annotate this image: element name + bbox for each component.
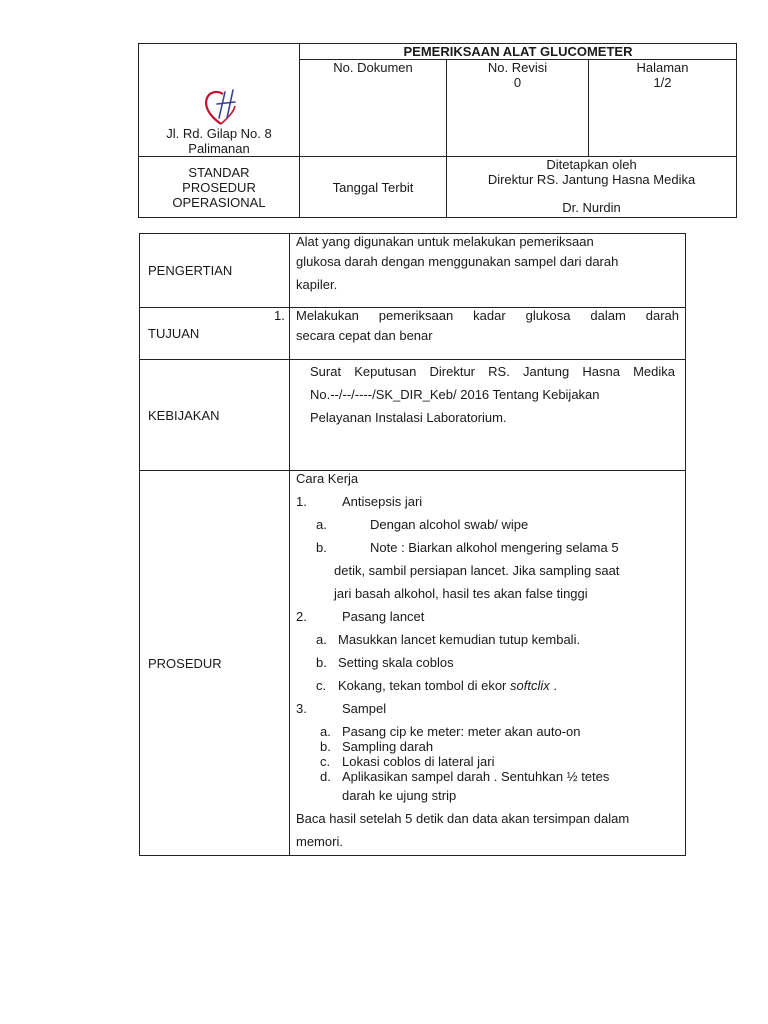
procedure-substep xyxy=(296,513,679,536)
procedure-closing: Baca hasil setelah 5 detik dan data akan tersimpan dalam xyxy=(296,811,630,826)
approval-signer: Dr. Nurdin xyxy=(562,200,621,215)
procedure-step xyxy=(296,490,679,513)
substep-letter: b. xyxy=(320,739,331,754)
substep-letter: d. xyxy=(320,769,331,784)
issue-date-cell xyxy=(300,157,447,218)
step-text: Antisepsis jari xyxy=(342,494,423,509)
document-header xyxy=(138,43,737,218)
substep-text: Setting skala coblos xyxy=(338,655,454,670)
substep-text: Aplikasikan sampel darah . Sentuhkan ½ tetes xyxy=(342,769,610,784)
substep-text: . xyxy=(549,678,557,693)
hospital-logo-icon xyxy=(201,88,241,126)
page-cell xyxy=(589,60,737,157)
sop-body-table xyxy=(139,233,686,856)
substep-text: Pasang cip ke meter: meter akan auto-on xyxy=(342,724,581,739)
procedure-substep xyxy=(296,769,679,784)
document-title: PEMERIKSAAN ALAT GLUCOMETER xyxy=(300,44,737,60)
section-label-tujuan: TUJUAN xyxy=(140,308,290,360)
section-content-prosedur xyxy=(290,471,686,856)
procedure-substep xyxy=(296,651,679,674)
procedure-heading: Cara Kerja xyxy=(296,471,359,486)
section-label-kebijakan: KEBIJAKAN xyxy=(140,360,290,471)
procedure-step xyxy=(296,605,679,628)
substep-letter: a. xyxy=(320,724,331,739)
substep-letter: b. xyxy=(316,540,327,555)
substep-letter: b. xyxy=(316,655,327,670)
sop-line: STANDAR xyxy=(188,164,250,180)
substep-continuation: darah ke ujung strip xyxy=(342,788,457,803)
step-text: Pasang lancet xyxy=(342,609,425,624)
content-line: Melakukan pemeriksaan kadar glukosa dalam darah xyxy=(296,308,679,323)
step-number: 1. xyxy=(296,494,307,509)
document-number-cell xyxy=(300,60,447,157)
document-number-label: No. Dokumen xyxy=(333,60,413,75)
procedure-substep xyxy=(296,724,679,739)
substep-text: Masukkan lancet kemudian tutup kembali. xyxy=(338,632,581,647)
procedure-step xyxy=(296,697,679,720)
address-line: Jl. Rd. Gilap No. 8 xyxy=(166,126,272,141)
content-line: Surat Keputusan Direktur RS. Jantung Hasna Medika xyxy=(310,364,675,379)
procedure-substep xyxy=(296,754,679,769)
substep-italic-term: softclix xyxy=(510,678,550,693)
tujuan-number: 1. xyxy=(274,308,285,323)
substep-group xyxy=(296,724,679,784)
substep-letter: c. xyxy=(316,678,327,693)
section-label-prosedur: PROSEDUR xyxy=(140,471,290,856)
procedure-substep xyxy=(296,536,679,559)
procedure-substep xyxy=(296,674,679,697)
procedure-substep xyxy=(296,739,679,754)
substep-letter: c. xyxy=(320,754,331,769)
procedure-closing: memori. xyxy=(296,834,343,849)
substep-continuation: detik, sambil persiapan lancet. Jika sampling saat xyxy=(334,563,620,578)
content-line: kapiler. xyxy=(296,277,338,292)
revision-cell xyxy=(447,60,589,157)
substep-text: Lokasi coblos di lateral jari xyxy=(342,754,495,769)
hospital-address xyxy=(139,126,299,156)
procedure-substep xyxy=(296,628,679,651)
hospital-logo xyxy=(201,88,241,126)
content-line: Alat yang digunakan untuk melakukan pemeriksaan xyxy=(296,234,594,249)
hospital-identity-cell xyxy=(139,44,300,157)
revision-value: 0 xyxy=(513,75,522,90)
approval-cell xyxy=(447,157,737,218)
section-content-kebijakan xyxy=(290,360,686,471)
substep-text: Kokang, tekan tombol di ekor xyxy=(338,678,510,693)
page-label: Halaman xyxy=(636,60,689,75)
substep-text: Note : Biarkan alkohol mengering selama 5 xyxy=(370,540,619,555)
substep-letter: a. xyxy=(316,517,327,532)
content-line: glukosa darah dengan menggunakan sampel dari darah xyxy=(296,254,619,269)
content-line: Pelayanan Instalasi Laboratorium. xyxy=(310,410,507,425)
address-city: Palimanan xyxy=(188,141,250,156)
issue-date-label: Tanggal Terbit xyxy=(332,179,414,195)
step-text: Sampel xyxy=(342,701,387,716)
substep-letter: a. xyxy=(316,632,327,647)
content-line: secara cepat dan benar xyxy=(296,328,433,343)
page-value: 1/2 xyxy=(653,75,672,90)
substep-text: Sampling darah xyxy=(342,739,434,754)
section-label-pengertian: PENGERTIAN xyxy=(140,234,290,308)
approval-label: Ditetapkan oleh xyxy=(546,157,637,172)
approval-director: Direktur RS. Jantung Hasna Medika xyxy=(487,172,696,187)
revision-label: No. Revisi xyxy=(487,60,548,75)
sop-title-cell xyxy=(139,157,300,218)
content-line: No.--/--/----/SK_DIR_Keb/ 2016 Tentang Kebijakan xyxy=(310,387,600,402)
step-number: 2. xyxy=(296,609,307,624)
sop-line: PROSEDUR xyxy=(182,179,256,195)
step-number: 3. xyxy=(296,701,307,716)
substep-continuation: jari basah alkohol, hasil tes akan false tinggi xyxy=(334,586,588,601)
substep-text: Dengan alcohol swab/ wipe xyxy=(370,517,529,532)
section-content-tujuan xyxy=(274,308,686,360)
section-content-pengertian xyxy=(290,234,686,308)
sop-line: OPERASIONAL xyxy=(172,194,266,210)
